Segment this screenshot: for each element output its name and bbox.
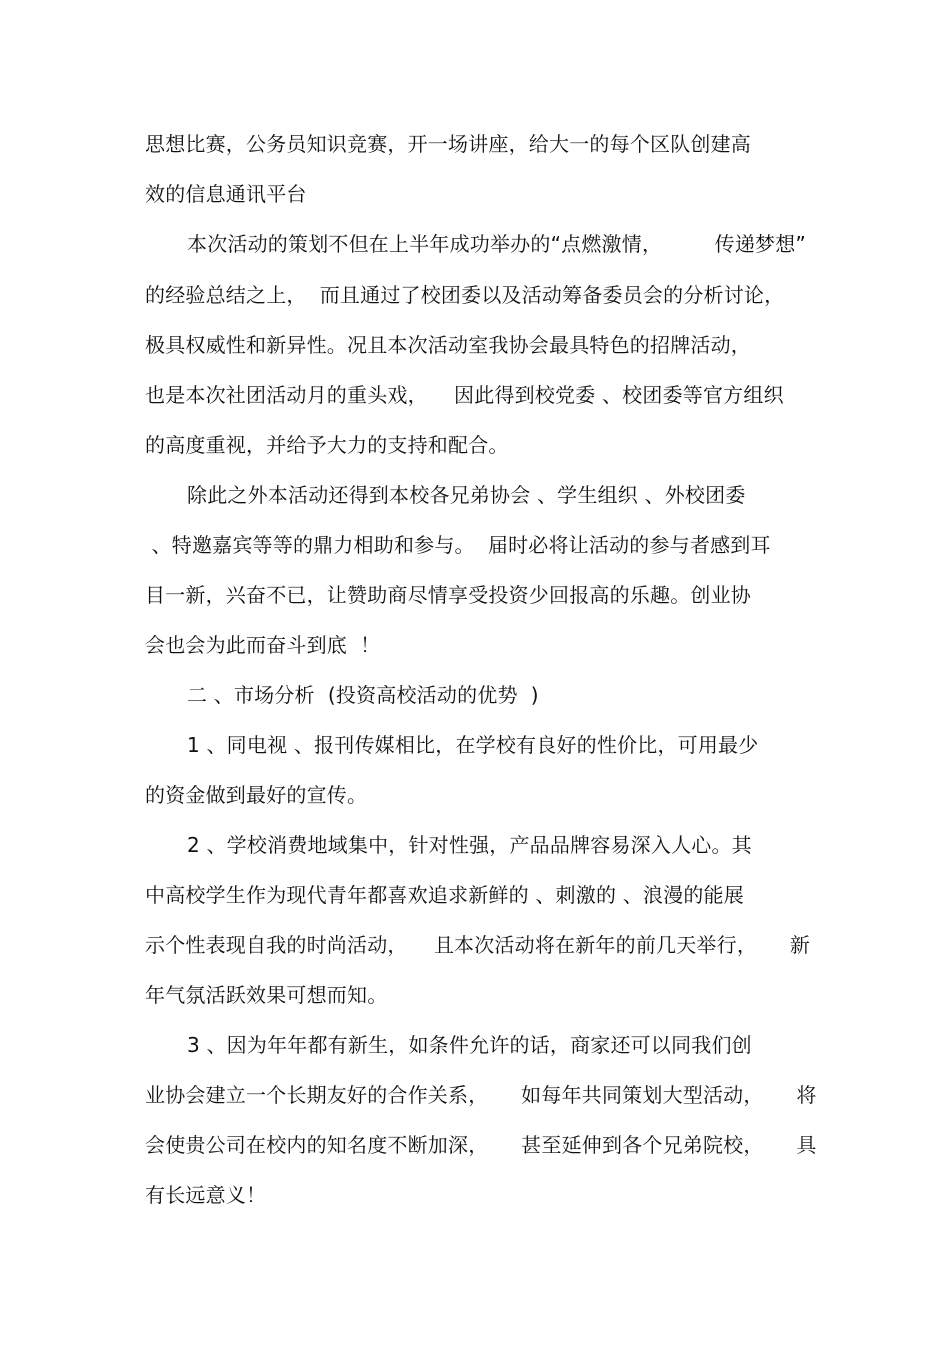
list-item-1-line: 1 、同电视 、报刊传媒相比，在学校有良好的性价比，可用最少 xyxy=(187,733,759,757)
text-line: 效的信息通讯平台 xyxy=(145,182,307,206)
section-heading: 二 、市场分析 (投资高校活动的优势 ) xyxy=(187,683,539,707)
text-line: 中高校学生作为现代青年都喜欢追求新鲜的 、刺激的 、浪漫的能展 xyxy=(145,883,744,907)
text-line: 会也会为此而奋斗到底 ！ xyxy=(145,633,381,657)
text-line: 、特邀嘉宾等等的鼎力相助和参与。 届时必将让活动的参与者感到耳 xyxy=(145,533,771,557)
paragraph-start-line: 除此之外本活动还得到本校各兄弟协会 、学生组织 、外校团委 xyxy=(187,483,746,507)
text-line: 会使贵公司在校内的知名度不断加深， 甚至延伸到各个兄弟院校， 具 xyxy=(145,1133,817,1157)
text-line: 的高度重视，并给予大力的支持和配合。 xyxy=(145,433,509,457)
text-line: 的资金做到最好的宣传。 xyxy=(145,783,368,807)
text-line: 有长远意义！ xyxy=(145,1183,267,1207)
text-line: 目一新，兴奋不已，让赞助商尽情享受投资少回报高的乐趣。创业协 xyxy=(145,583,751,607)
list-item-3-line: 3 、因为年年都有新生，如条件允许的话，商家还可以同我们创 xyxy=(187,1033,752,1057)
text-line: 业协会建立一个长期友好的合作关系， 如每年共同策划大型活动， 将 xyxy=(145,1083,817,1107)
text-line: 也是本次社团活动月的重头戏， 因此得到校党委 、校团委等官方组织 xyxy=(145,383,784,407)
text-line: 思想比赛，公务员知识竞赛，开一场讲座，给大一的每个区队创建高 xyxy=(145,132,751,156)
text-line: 的经验总结之上， 而且通过了校团委以及活动筹备委员会的分析讨论， xyxy=(145,283,785,307)
list-item-2-line: 2 、学校消费地域集中，针对性强，产品品牌容易深入人心。其 xyxy=(187,833,752,857)
text-line: 示个性表现自我的时尚活动， 且本次活动将在新年的前几天举行， 新 xyxy=(145,933,811,957)
paragraph-start-line: 本次活动的策划不但在上半年成功举办的“点燃激情， 传递梦想” xyxy=(187,232,806,256)
text-line: 年气氛活跃效果可想而知。 xyxy=(145,983,388,1007)
text-line: 极具权威性和新异性。况且本次活动室我协会最具特色的招牌活动， xyxy=(145,333,751,357)
